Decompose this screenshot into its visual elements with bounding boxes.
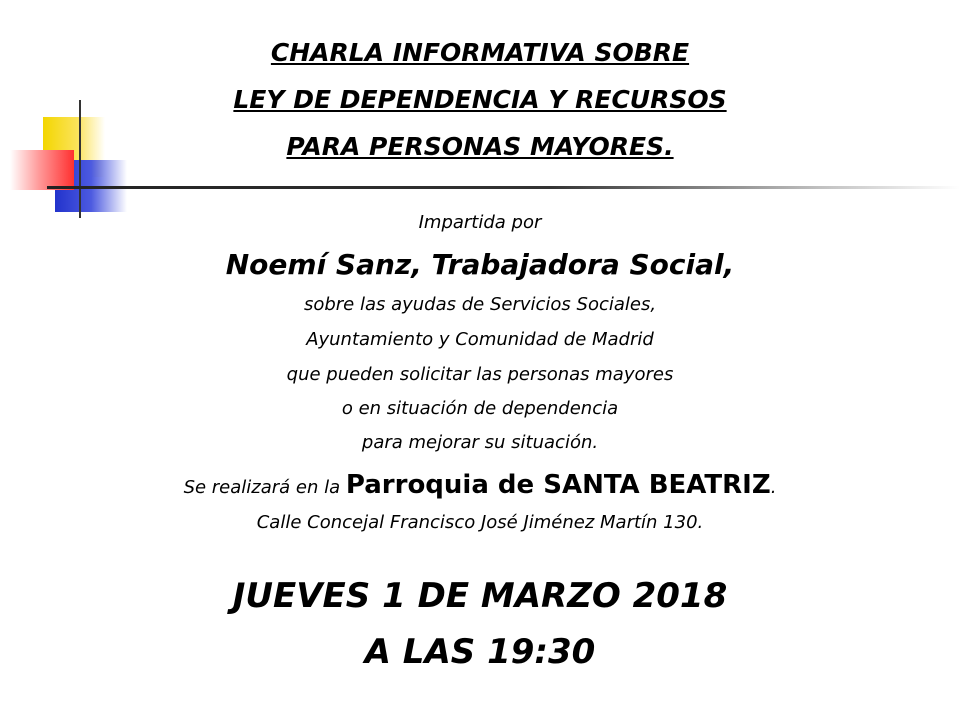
address-text: Calle Concejal Francisco José Jiménez Martín 130. <box>256 512 704 533</box>
description-line-3: que pueden solicitar las personas mayores <box>286 364 674 385</box>
title-line-1: CHARLA INFORMATIVA SOBRE <box>270 38 690 67</box>
description-line-4: o en situación de dependencia <box>341 398 619 419</box>
title-line-2: LEY DE DEPENDENCIA Y RECURSOS <box>233 85 727 114</box>
event-time: A LAS 19:30 <box>364 632 596 672</box>
description-line-1: sobre las ayudas de Servicios Sociales, <box>303 294 657 315</box>
title-line-3: PARA PERSONAS MAYORES. <box>286 132 674 161</box>
description-line-2: Ayuntamiento y Comunidad de Madrid <box>306 329 654 350</box>
speaker-name: Noemí Sanz, Trabajadora Social, <box>225 248 735 281</box>
description-line-5: para mejorar su situación. <box>361 432 599 453</box>
venue-line <box>0 470 960 500</box>
event-date: JUEVES 1 DE MARZO 2018 <box>232 576 728 616</box>
decorative-horizontal-line <box>47 186 960 189</box>
venue-suffix: . <box>770 477 777 498</box>
venue-name: Parroquia de SANTA BEATRIZ <box>345 470 771 500</box>
intro-text: Impartida por <box>418 212 542 233</box>
venue-prefix: Se realizará en la <box>183 477 346 498</box>
